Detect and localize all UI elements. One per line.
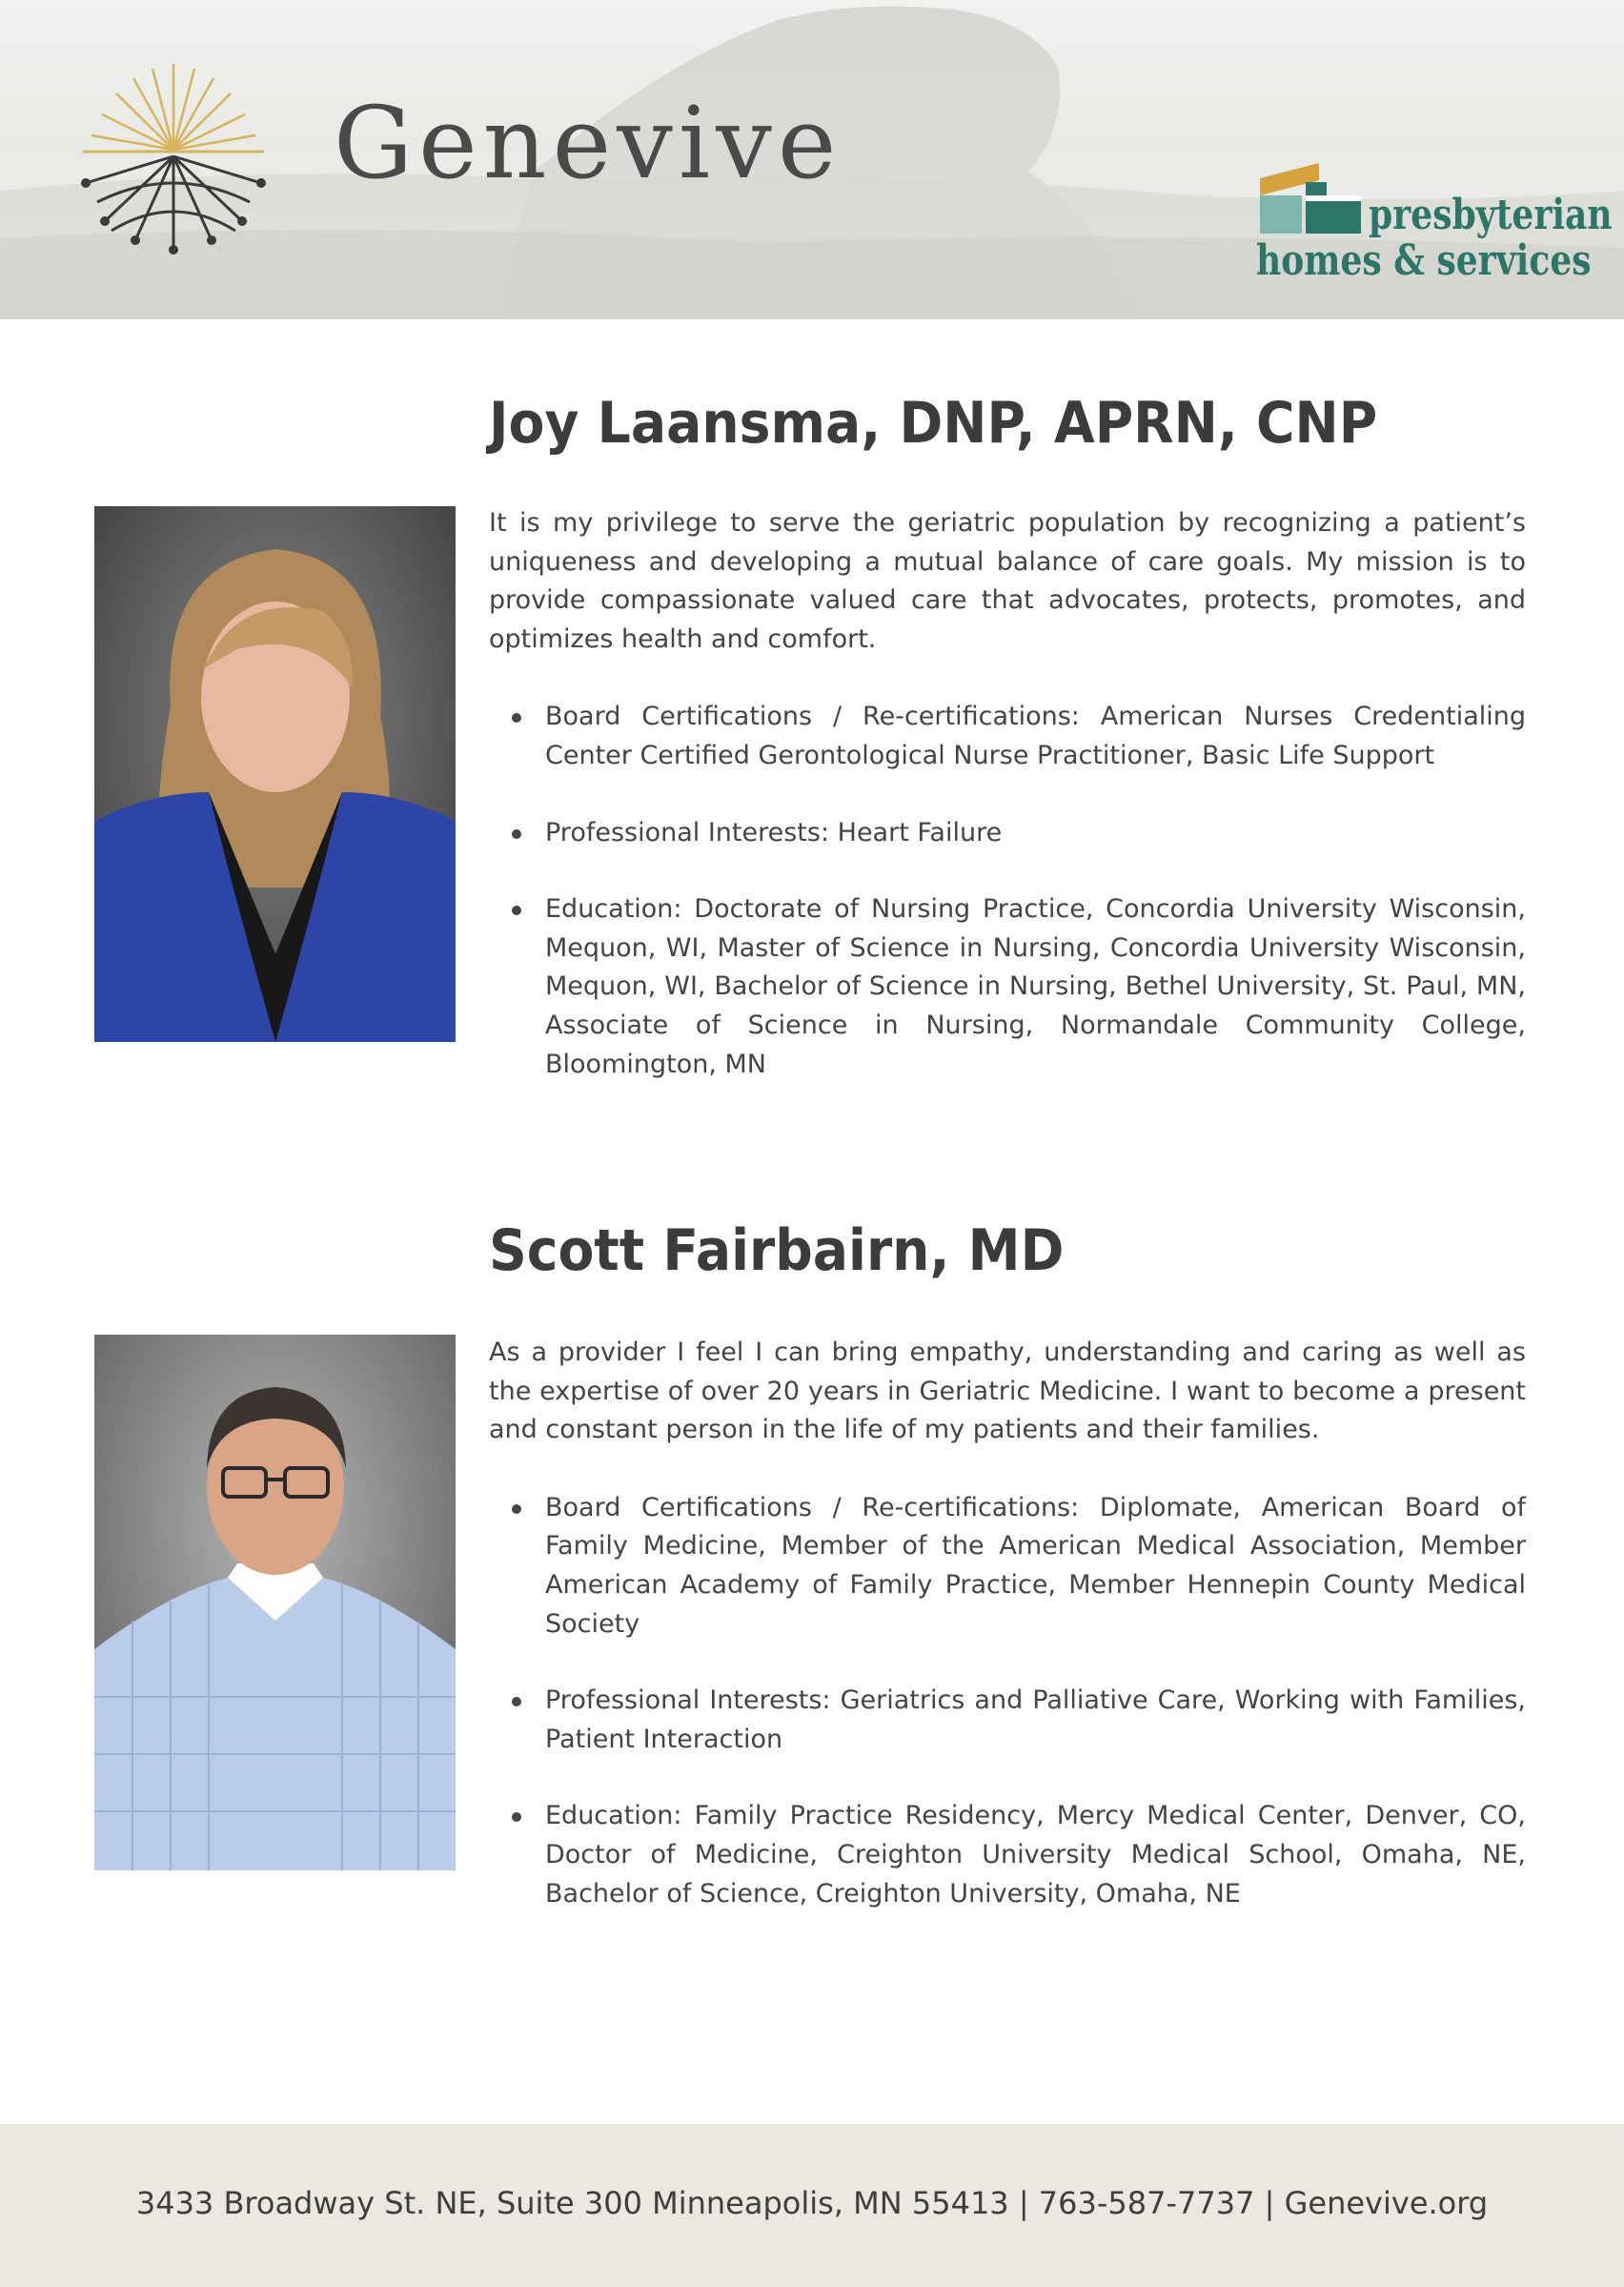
list-item-text: Education: Family Practice Residency, Mercy Medical Center, Denver, CO, Doctor of Medicine, Creighton University Medical School, Omaha, NE, Bachelor of Science, Creighton University, Omaha, NE (545, 1801, 1526, 1909)
bullet-icon (512, 1504, 521, 1514)
footer-contact-info: 3433 Broadway St. NE, Suite 300 Minneapolis, MN 55413 | 763-587-7737 | Genevive.org (135, 2185, 1489, 2221)
presbyterian-homes-logo-icon (1256, 157, 1363, 235)
profile-description (489, 504, 1526, 1122)
profile-bio: It is my privilege to serve the geriatric population by recognizing a patient’s uniqueness and developing a mutual balance of care goals. My mission is to provide compassionate valued care that advocates, protects, promotes, and optimizes health and comfort. (489, 508, 1526, 654)
partner-name-line2: homes & services (1256, 236, 1592, 285)
genevive-wordmark: Genevive (334, 85, 842, 201)
profile-name: Joy Laansma, DNP, APRN, CNP (489, 390, 1378, 457)
bullet-icon (512, 829, 521, 839)
bullet-icon (512, 906, 521, 915)
list-item (489, 1489, 1526, 1644)
bullet-icon (512, 1697, 521, 1706)
profile-bio: As a provider I feel I can bring empathy, understanding and caring as well as the expertise of over 20 years in Geriatric Medicine. I want to become a present and constant person in the life of my patients and their families. (489, 1337, 1526, 1445)
list-item-text: Professional Interests: Heart Failure (545, 817, 1003, 847)
profile-photo (94, 506, 456, 1042)
profile-photo (94, 1335, 456, 1870)
profile-description (489, 1334, 1526, 1951)
page-header (0, 0, 1624, 319)
list-item (489, 814, 1526, 853)
bullet-icon (512, 713, 521, 723)
profile-details-list (489, 698, 1526, 1084)
list-item-text: Professional Interests: Geriatrics and Palliative Care, Working with Families, Patient Interaction (545, 1685, 1526, 1754)
list-item (489, 1797, 1526, 1913)
list-item-text: Education: Doctorate of Nursing Practice, Concordia University Wisconsin, Mequon, WI, Master of Science in Nursing, Concordia University Wisconsin, Mequon, WI, Bachelor of Science in Nursing, Bethel University, St. Paul, MN, Associate of Science in Nursing, Normandale Community College, Bloomington, MN (545, 894, 1526, 1079)
list-item-text: Board Certifications / Re-certifications: American Nurses Credentialing Center Certified Gerontological Nurse Practitioner, Basic Life Support (545, 702, 1526, 770)
genevive-sunburst-logo-icon (78, 59, 269, 259)
list-item (489, 1682, 1526, 1759)
list-item-text: Board Certifications / Re-certifications: Diplomate, American Board of Family Medicine, Member of the American Medical Association, Member American Academy of Family Practice, Member Hennepin County Medical Society (545, 1492, 1526, 1639)
page-footer (0, 2124, 1624, 2287)
list-item (489, 698, 1526, 775)
list-item (489, 890, 1526, 1084)
bullet-icon (512, 1812, 521, 1822)
partner-name-line1: presbyterian (1369, 191, 1613, 239)
profile-details-list (489, 1489, 1526, 1913)
profile-name: Scott Fairbairn, MD (489, 1217, 1065, 1284)
